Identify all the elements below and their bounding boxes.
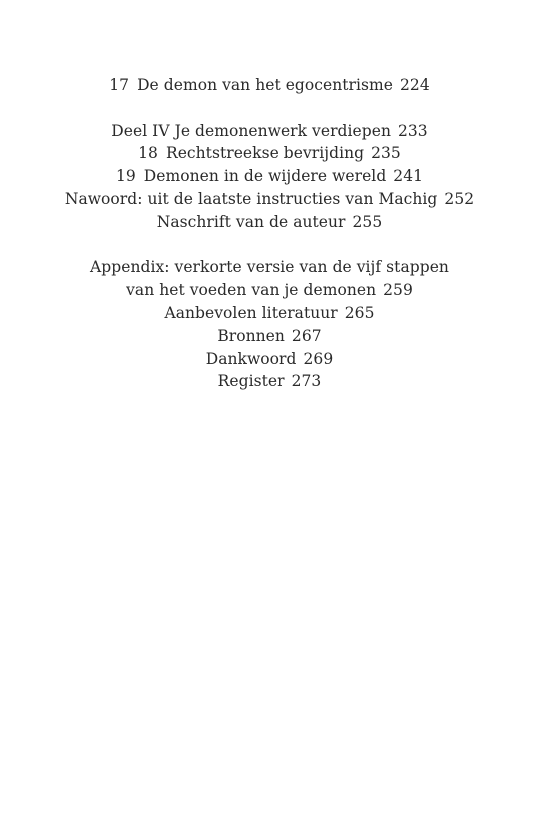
part-title: Deel IV Je demonenwerk verdiepen xyxy=(111,121,391,140)
chapter-title: Rechtstreekse bevrijding xyxy=(165,144,365,163)
toc-entry-register xyxy=(0,370,539,393)
section-title: Nawoord: uit de laatste instructies van Machig xyxy=(64,189,438,208)
page-number: 269 xyxy=(303,349,334,368)
toc-entry-chapter-19 xyxy=(0,165,539,188)
page-number: 233 xyxy=(397,121,428,140)
toc-entry-chapter-18 xyxy=(0,142,539,165)
appendix-title-line-2: van het voeden van je demonen xyxy=(126,281,377,300)
page-number: 265 xyxy=(344,303,375,322)
toc-entry-literatuur xyxy=(0,302,539,325)
section-title: Register xyxy=(217,372,285,391)
section-spacer xyxy=(0,97,539,120)
toc-entry-bronnen xyxy=(0,325,539,348)
page-number: 235 xyxy=(371,144,401,163)
chapter-title: De demon van het egocentrisme xyxy=(137,76,393,94)
appendix-title-line-1: Appendix: verkorte versie van de vijf stappen xyxy=(90,258,449,277)
chapter-title: Demonen in de wijdere wereld xyxy=(143,167,387,186)
page-number: 273 xyxy=(291,372,322,391)
toc-entry-naschrift xyxy=(0,211,539,234)
page-number: 241 xyxy=(393,167,424,186)
page-number: 224 xyxy=(400,76,430,94)
page-number: 255 xyxy=(352,212,383,231)
chapter-number: 18 xyxy=(138,144,158,163)
toc-entry-chapter-17 xyxy=(0,74,539,97)
section-title: Naschrift van de auteur xyxy=(156,212,346,231)
page-number: 267 xyxy=(291,326,322,345)
toc-entry-part-iv xyxy=(0,120,539,143)
toc-entry-appendix-line-1 xyxy=(0,256,539,279)
chapter-number: 17 xyxy=(109,76,130,94)
section-title: Bronnen xyxy=(217,326,285,345)
section-title: Aanbevolen literatuur xyxy=(164,303,338,322)
page-number: 252 xyxy=(444,189,475,208)
page-number: 259 xyxy=(383,281,413,300)
toc-entry-dankwoord xyxy=(0,348,539,371)
toc-entry-appendix-line-2 xyxy=(0,279,539,302)
table-of-contents xyxy=(0,74,539,393)
section-title: Dankwoord xyxy=(205,349,297,368)
chapter-number: 19 xyxy=(115,167,136,186)
section-spacer xyxy=(0,234,539,257)
toc-entry-nawoord xyxy=(0,188,539,211)
